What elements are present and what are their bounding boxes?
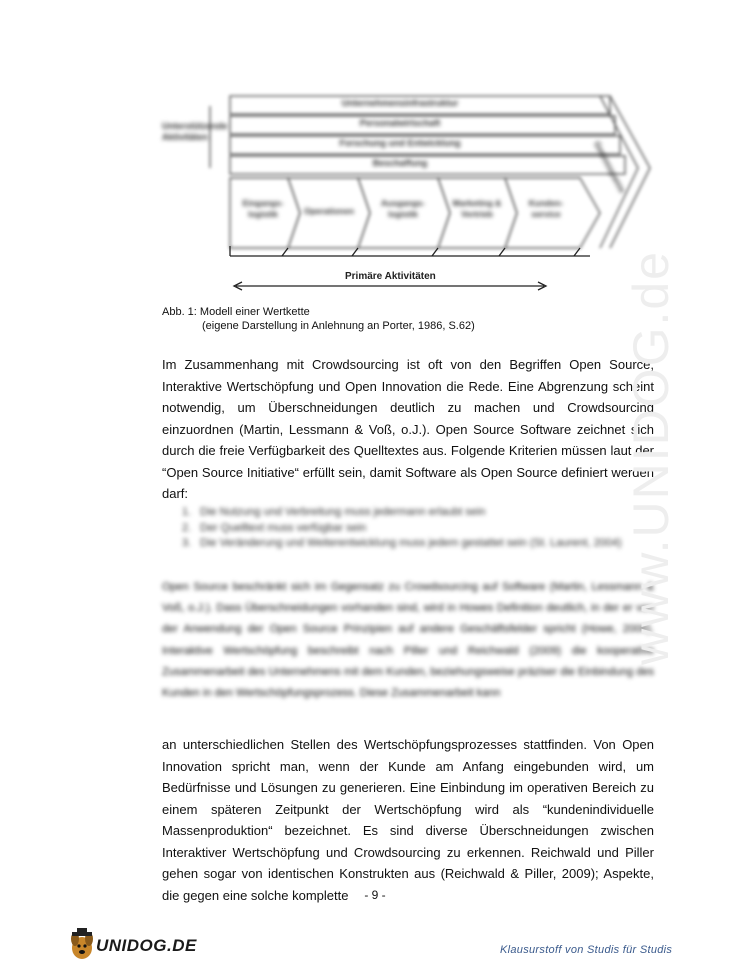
support-activities-label: Unterstützende Aktivitäten (162, 121, 228, 142)
blurred-paragraph: Open Source beschränkt sich im Gegensatz zu Crowdsourcing auf Software (Martin, Lessmann & Voß, o.J.). Dass Überschneidungen vorhanden sind, wird in Howes Definition deutlich, in der er von der Anwendung der Open Source Prinzipien auf andere Geschäftsfelder spricht (Howe, 2006). Interaktive Wertschöpfung beschreibt nach Piller und Reichwald (2009) die kooperative Zusammenarbeit des Unternehmens mit dem Kunden, beziehungsweise präziser die Einbindung des Kunden in den Wertschöpfungsprozess. Diese Zusammenarbeit kann (162, 581, 654, 700)
list-item-text: Die Veränderung und Weiterentwicklung muss jedem gestattet sein (St. Laurent, 2004) (200, 537, 622, 549)
list-item-number: 1. (182, 506, 192, 518)
list-item-text: Der Quelltext muss verfügbar sein (200, 521, 367, 534)
list-item (182, 521, 632, 537)
page-number: - 9 - (364, 888, 386, 902)
list-item-text: Die Nutzung und Verbreitung muss jedermann erlaubt sein (200, 506, 486, 518)
primary-activity-label: Eingangs-logistik (242, 198, 284, 219)
list-item-number: 2. (182, 521, 192, 534)
primary-activity-label: Ausgangs-logistik (381, 198, 425, 219)
support-bar-label: Forschung und Entwicklung (339, 138, 461, 148)
body-paragraph: Im Zusammenhang mit Crowdsourcing ist oft von den Begriffen Open Source, Interaktive Wertschöpfung und Open Innovation die Rede. Eine Abgrenzung scheint notwendig, um Überschneidungen deutlich zu machen und Crowdsourcing einzuordnen (Martin, Lessmann & Voß, o.J.). Open Source Software zeichnet sich durch die freie Verfügbarkeit des Quelltextes aus. Folgende Kriterien müssen laut der “Open Source Initiative“ erfüllt sein, damit Software als Open Source definiert werden darf: (162, 357, 654, 501)
dog-icon (68, 928, 98, 962)
support-bar-label: Unternehmensinfrastruktur (341, 98, 459, 108)
caption-source: (eigene Darstellung in Anlehnung an Porter, 1986, S.62) (202, 320, 475, 332)
support-bar-label: Personalwirtschaft (359, 118, 441, 128)
primary-activities-caption: Primäre Aktivitäten (345, 271, 436, 282)
body-paragraph: an unterschiedlichen Stellen des Wertschöpfungsprozesses stattfinden. Von Open Innovation spricht man, wenn der Kunde am Anfang eingebunden wird, um Bedürfnisse und Lösungen zu generieren. Eine Einbindung im operativen Bereich zu einem späteren Zeitpunkt der Wertschöpfung wird als “kundenindividuelle Massenproduktion“ bezeichnet. Es sind diverse Überschneidungen zwischen Interaktiver Wertschöpfung und Crowdsourcing zu erkennen. Reichwald und Piller gehen sogar von identischen Konstrukten aus (Reichwald & Piller, 2009); Aspekte, die gegen eine solche komplette (162, 737, 654, 903)
margin-label: Gewinnspanne (592, 140, 627, 195)
primary-activity-label: Marketing & Vertrieb (452, 198, 502, 219)
list-item-number: 3. (182, 537, 192, 549)
primary-activity-label: Operationen (303, 206, 355, 216)
criteria-list (182, 505, 632, 552)
primary-activity-label: Kunden-service (528, 198, 564, 219)
value-chain-figure (160, 88, 660, 298)
list-item (182, 536, 632, 552)
list-item (182, 505, 632, 521)
logo-text: UNIDOG.DE (96, 936, 197, 955)
support-bar-label: Beschaffung (372, 158, 428, 168)
footer-tagline: Klausurstoff von Studis für Studis (500, 944, 673, 956)
figure-caption (162, 305, 475, 333)
unidog-logo[interactable] (68, 928, 197, 962)
watermark: www.UNIDOG.de (623, 250, 679, 665)
caption-title: Abb. 1: Modell einer Wertkette (162, 306, 310, 318)
